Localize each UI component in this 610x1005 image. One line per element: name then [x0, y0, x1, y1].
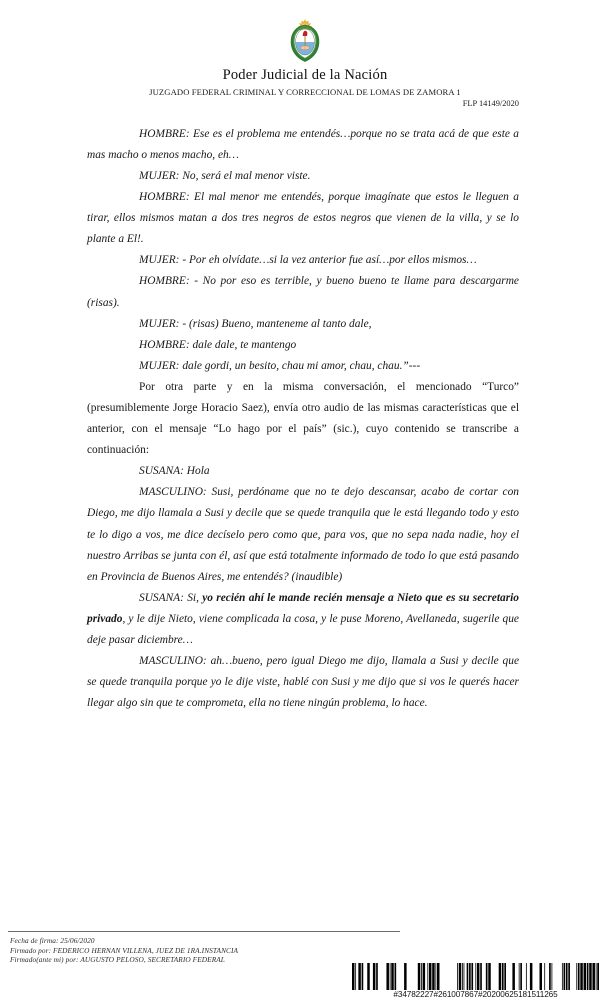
transcript-paragraph: Por otra parte y en la misma conversación, el mencionado “Turco” (presumiblemente Jorge Horacio Saez), envía otro audio de las mismas características que el anterior, con el mensaje “Lo hago por el país” (sic.), cuyo contenido se transcribe a continuación: — [87, 380, 519, 457]
transcript-paragraph: MUJER: dale gordi, un besito, chau mi amor, chau, chau.”--- — [139, 359, 421, 372]
signature-line: Firmado(ante mi) por: AUGUSTO PELOSO, SECRETARIO FEDERAL — [10, 955, 225, 965]
signature-line: Firmado por: FEDERICO HERNAN VILLENA, JUEZ DE 1RA.INSTANCIA — [10, 945, 239, 955]
transcript-paragraph: MUJER: - (risas) Bueno, manteneme al tanto dale, — [139, 317, 372, 330]
emphasised-text: yo recién ahí le mande recién mensaje a Nieto que es su secretario privado — [87, 591, 519, 625]
page-title: Poder Judicial de la Nación — [222, 67, 388, 83]
barcode-text: #34782227#261007867#20200625181511265 — [393, 990, 558, 999]
argentina-coat-of-arms-icon — [288, 18, 322, 62]
document-body — [87, 109, 519, 715]
paragraph-text: , y le dije Nieto, viene complicada la cosa, y le puse Moreno, Avellaneda, sugerile que deje pasar diciembre… — [87, 612, 519, 646]
transcript-paragraph: HOMBRE: dale dale, te mantengo — [139, 338, 297, 351]
document-header — [0, 0, 610, 109]
signature-line: Fecha de firma: 25/06/2020 — [10, 936, 95, 945]
signature-block — [10, 936, 430, 965]
paragraph-text: SUSANA: Si, — [139, 591, 203, 604]
barcode-area — [352, 963, 599, 1000]
transcript-paragraph: HOMBRE: Ese es el problema me entendés…porque no se trata acá de que este a mas macho o menos macho, eh… — [87, 127, 519, 161]
court-name: JUZGADO FEDERAL CRIMINAL Y CORRECCIONAL DE LOMAS DE ZAMORA 1 — [149, 86, 461, 97]
transcript-paragraph: HOMBRE: El mal menor me entendés, porque imagínate que estos le lleguen a tirar, ellos mismos matan a dos tres negros de estos negros que vienen de la villa, y se lo plante a El!. — [87, 191, 519, 246]
transcript-paragraph: MUJER: No, será el mal menor viste. — [139, 169, 311, 182]
case-number: FLP 14149/2020 — [462, 98, 519, 108]
transcript-paragraph: MASCULINO: Susi, perdóname que no te dejo descansar, acabo de cortar con Diego, me dijo llamala a Susi y decile que se quede tranquila que le está llegando todo y esto te lo digo a vos, me dice decíselo pero como que, para vos, que no sepa nada nadie, hoy el nuestro Arribas se junta con él, así que está totalmente informado de todo lo que está pasando en Provincia de Buenos Aires, me entendés? (inaudible) — [87, 486, 519, 583]
transcript-paragraph — [87, 588, 519, 651]
barcode-icon — [352, 963, 599, 990]
transcript-paragraph: HOMBRE: - No por eso es terrible, y bueno bueno te llame para descargarme (risas). — [87, 275, 519, 309]
footer-divider — [8, 931, 400, 932]
transcript-paragraph: MASCULINO: ah…bueno, pero igual Diego me dijo, llamala a Susi y decile que se quede tranquila porque yo le dije viste, hablé con Susi y me dijo que si vos le querés hacer llegar algo sin que te comprometa, ella no tiene ningún problema, lo hace. — [87, 655, 519, 710]
transcript-paragraph: MUJER: - Por eh olvídate…si la vez anterior fue así…por ellos mismos… — [139, 254, 477, 267]
transcript-paragraph: SUSANA: Hola — [139, 465, 210, 478]
